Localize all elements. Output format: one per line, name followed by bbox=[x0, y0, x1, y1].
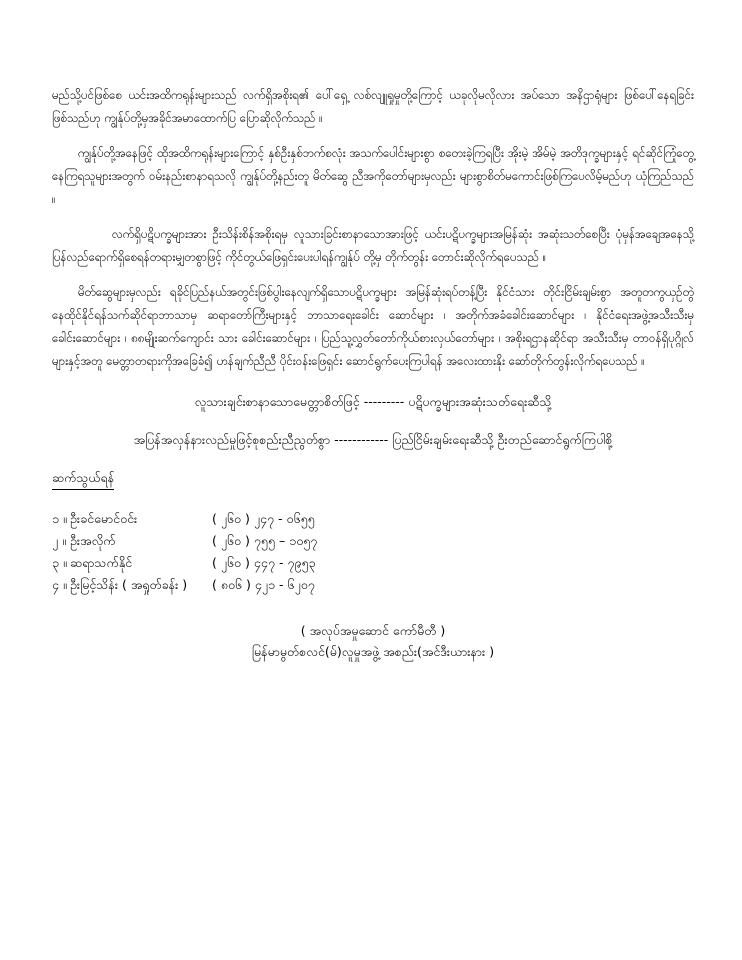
contact-row bbox=[52, 530, 694, 552]
paragraph-2: ကျွန်ုပ်တို့အနေဖြင့် ထိုအထိကရုန်းများကြောင့် နှစ်ဦးနှစ်ဘက်စလုံး အသက်ပေါင်းများစွာ စတေးခဲ့ကြရပြီး အိုးမဲ့ အိမ်မဲ့ အတိဒုက္ခများနှင့် ရင်ဆိုင်ကြုံတွေ့ နေကြရသူများအတွက် ဝမ်းနည်းစာနာရသလို ကျွန်ုပ်တို့နည်းတူ မိတ်ဆွေ ညီအကိုတော်များမှလည်း များစွာစိတ်မကောင်းဖြစ်ကြပေလိမ့်မည်ဟု ယုံကြည်သည် ။ bbox=[52, 146, 694, 206]
contact-name: ဦးမြင့်သိန်း ( အရှုတ်ခန်း ) bbox=[70, 577, 188, 592]
contact-number: ၂ ။ bbox=[52, 533, 66, 548]
contact-number: ၄ ။ bbox=[52, 577, 67, 592]
committee-name: ( အလုပ်အမှုဆောင် ကော်မီတီ ) bbox=[300, 623, 446, 638]
contact-row bbox=[52, 508, 694, 530]
contact-row bbox=[52, 552, 694, 574]
contact-number: ၁ ။ bbox=[52, 511, 67, 526]
contact-number: ၃ ။ bbox=[52, 555, 67, 570]
document-page bbox=[52, 84, 694, 662]
contact-phone: ( ၂၆၀ ) ၇၅၅ – ၁၀၅၇ bbox=[212, 533, 318, 548]
contact-name: ဆရာသက်နိုင် bbox=[70, 555, 133, 570]
paragraph-4: မိတ်ဆွေများမှလည်း ရခိုင်ပြည်နယ်အတွင်းဖြစ်ပွါးနေလျက်ရှိသောပဋိပက္ခများ အမြန်ဆုံးရပ်တန့်ပြီး နိုင်ငံသား တိုင်းငြိမ်းချမ်းစွာ အတူတကွယှဉ်တွဲနေထိုင်နိုင်ရန်သက်ဆိုင်ရာဘာသာမှ ဆရာတော်ကြီးများနှင့် ဘာသာရေးခေါင်း ဆောင်များ ၊ အတိုက်အခံခေါင်းဆောင်များ ၊ နိုင်ငံရေးအဖွဲ့အသီးသီးမှခေါင်းဆောင်များ ၊ ၈၈မျိုးဆက်ကျောင်း သား ခေါင်းဆောင်များ ၊ ပြည်သူ့လွှတ်တော်ကိုယ်စားလှယ်တော်များ ၊ အစိုးရဌာနဆိုင်ရာ အသီးသီးမှ တာဝန်ရှိပုဂ္ဂိုလ် များနှင့်အတူ မေတ္တာတရားကိုအခြေခံ၍ ဟန်ချက်ညီညီ ပိုင်းဝန်းဖြေရှင်း ဆောင်ရွက်ပေးကြပါရန် အလေးထားနိုး ဆော်တိုက်တွန်းလိုက်ရပေသည် ။ bbox=[52, 285, 694, 368]
signature-block bbox=[52, 620, 694, 662]
organization-name: မြန်မာမွတ်စလင်(မ်)လူမှုအဖွဲ့ အစည်း(အင်ဒီးယားနား ) bbox=[251, 644, 495, 659]
contact-phone: ( ၈၀၆ ) ၄၂၁ - ၆၂၀၇ bbox=[212, 577, 315, 592]
contact-name: ဦးအလိုက် bbox=[70, 533, 116, 548]
paragraph-1: မည်သို့ပင်ဖြစ်စေ ယင်းအထိကရုန်းများသည် လက်ရှိအစိုးရ၏ ပေါ်ရှေ့ လစ်လျူရှုမှုတို့ကြောင့် ယခုလိုမလိုလား အပ်သော အနိဌာရုံများ ဖြစ်ပေါ်နေရခြင်းဖြစ်သည်ဟု ကျွန်ုပ်တို့မှအခိုင်အမာထောက်ပြ ပြောဆိုလိုက်သည် ။ bbox=[52, 88, 694, 125]
contact-title: ဆက်သွယ်ရန် bbox=[52, 467, 114, 490]
contact-phone: ( ၂၆၀ ) ၄၄၇ - ၇၉၅၃ bbox=[212, 555, 316, 570]
headline-compassion: လူသားချင်းစာနာသောမေတ္တာစိတ်ဖြင့် --------- ပဋိပက္ခများအဆုံးသတ်ရေးဆီသို့ bbox=[194, 394, 552, 409]
contact-name: ဦးခင်မောင်ဝင်း bbox=[70, 511, 138, 526]
contact-list bbox=[52, 508, 694, 596]
contact-phone: ( ၂၆၀ ) ၂၄၇ - ၀၆၅၅ bbox=[212, 511, 315, 526]
contact-row bbox=[52, 574, 694, 596]
paragraph-3: လက်ရှိပဋိပက္ခများအား ဦးသိန်းစိန်အစိုးရမှ လူသားခြင်းစာနာသောအားဖြင့် ယင်းပဋိပက္ခများအမြန်ဆုံး အဆုံးသတ်စေပြီး ပုံမှန်အချေအနေသို့ ပြန်လည်ရောက်ရှိစေရန်တရားမျှတစွာဖြင့် ကိုင်တွယ်ဖြေရှင်းပေးပါရန်ကျွန်ုပ် တို့မှ တိုက်တွန်း တောင်းဆိုလိုက်ရပေသည် ။ bbox=[52, 227, 694, 264]
headline-peace: အပြန်အလှန်နားလည်မှုဖြင့်စုစည်းညီညွတ်စွာ ------------ ပြည်ငြိမ်းချမ်းရေးဆီသို့ ဦးတည်ဆောင်ရွက်ကြပါစို့ bbox=[133, 432, 613, 447]
